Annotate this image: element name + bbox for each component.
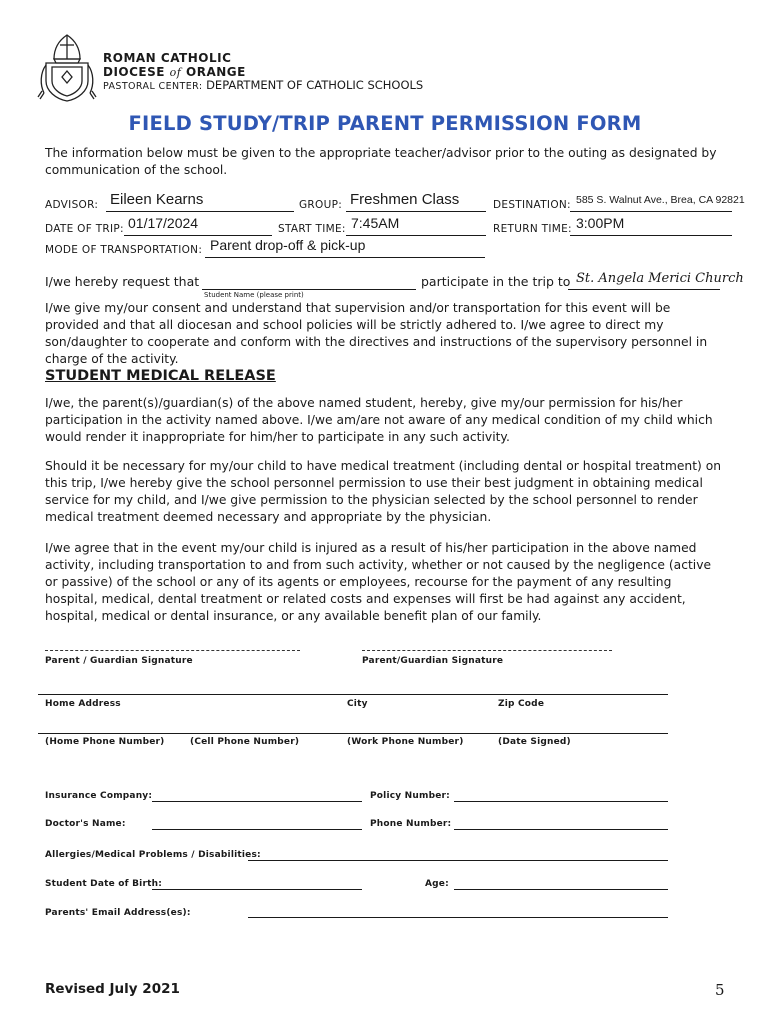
age-field[interactable] bbox=[454, 889, 668, 890]
medical-heading: STUDENT MEDICAL RELEASE bbox=[45, 368, 276, 384]
cell-phone-label: (Cell Phone Number) bbox=[190, 737, 300, 747]
policy-field[interactable] bbox=[454, 801, 668, 802]
advisor-label: ADVISOR: bbox=[45, 199, 99, 211]
advisor-field[interactable]: Eileen Kearns bbox=[110, 191, 204, 208]
start-label: START TIME: bbox=[278, 223, 346, 235]
group-field[interactable]: Freshmen Class bbox=[350, 191, 460, 208]
form-title: FIELD STUDY/TRIP PARENT PERMISSION FORM bbox=[128, 112, 642, 135]
signature-label-2: Parent/Guardian Signature bbox=[362, 656, 504, 666]
signature-label-1: Parent / Guardian Signature bbox=[45, 656, 193, 666]
org-name-line1: ROMAN CATHOLIC bbox=[103, 51, 232, 65]
phone-field[interactable] bbox=[454, 829, 668, 830]
request-middle: participate in the trip to bbox=[421, 274, 571, 289]
zip-label: Zip Code bbox=[498, 699, 545, 709]
dob-label: Student Date of Birth: bbox=[45, 879, 162, 889]
return-field[interactable]: 3:00PM bbox=[576, 215, 625, 231]
city-label: City bbox=[347, 699, 368, 709]
home-address-label: Home Address bbox=[45, 699, 121, 709]
medical-para-1: I/we, the parent(s)/guardian(s) of the above named student, hereby, give my/our permission for his/her participation in the activity named above. I/we am/are not aware of any medical condition of my child which would render it inappropriate for him/her to participate in any such activity. bbox=[45, 396, 713, 444]
date-label: DATE OF TRIP: bbox=[45, 223, 124, 235]
insurance-field[interactable] bbox=[152, 801, 362, 802]
insurance-label: Insurance Company: bbox=[45, 791, 153, 801]
dob-field[interactable] bbox=[152, 889, 362, 890]
policy-label: Policy Number: bbox=[370, 791, 450, 801]
phone-label: Phone Number: bbox=[370, 819, 452, 829]
medical-para-3: I/we agree that in the event my/our child is injured as a result of his/her participation in the above named activity, including transportation to and from such activity, whether or not caused by the negligence (active or passive) of the school or any of its agents or employees, recourse for the payment of any resulting hospital, medical, dental treatment or related costs and expenses will first be had against any accident, hospital, medical or dental insurance, or any available benefit plan of our family. bbox=[45, 541, 712, 623]
trip-destination-field[interactable]: St. Angela Merici Church bbox=[576, 271, 744, 286]
doctor-field[interactable] bbox=[152, 829, 362, 830]
parent-signature-line-2[interactable] bbox=[362, 650, 612, 651]
department-line: PASTORAL CENTER: DEPARTMENT OF CATHOLIC SCHOOLS bbox=[103, 78, 424, 92]
allergies-field[interactable] bbox=[248, 860, 668, 861]
phone-line[interactable] bbox=[38, 733, 668, 734]
start-field[interactable]: 7:45AM bbox=[351, 215, 400, 231]
consent-text: I/we give my/our consent and understand that supervision and/or transportation for this event will be provided and that all diocesan and school policies will be strictly adhered to. I/we agree to direct my son/daughter to cooperate and conform with the directives and instructions of the supervisory personnel in charge of the activity. bbox=[45, 301, 708, 366]
allergies-label: Allergies/Medical Problems / Disabilities: bbox=[45, 850, 261, 860]
home-address-line[interactable] bbox=[38, 694, 668, 695]
date-signed-label: (Date Signed) bbox=[498, 737, 571, 747]
org-name-line2: DIOCESE of ORANGE bbox=[103, 65, 246, 79]
doctor-label: Doctor's Name: bbox=[45, 819, 126, 829]
destination-field[interactable]: 585 S. Walnut Ave., Brea, CA 92821 bbox=[576, 194, 745, 206]
email-label: Parents' Email Address(es): bbox=[45, 908, 191, 918]
destination-label: DESTINATION: bbox=[493, 199, 571, 211]
return-label: RETURN TIME: bbox=[493, 223, 572, 235]
email-field[interactable] bbox=[248, 917, 668, 918]
transport-label: MODE OF TRANSPORTATION: bbox=[45, 244, 203, 256]
page-number: 5 bbox=[715, 981, 725, 999]
revised-date: Revised July 2021 bbox=[45, 981, 180, 997]
group-label: GROUP: bbox=[299, 199, 343, 211]
diocese-crest-icon bbox=[36, 33, 98, 103]
parent-signature-line-1[interactable] bbox=[45, 650, 300, 651]
request-prefix: I/we hereby request that bbox=[45, 274, 200, 289]
age-label: Age: bbox=[425, 879, 449, 889]
intro-text: The information below must be given to the appropriate teacher/advisor prior to the outing as designated by communication of the school. bbox=[45, 146, 717, 177]
home-phone-label: (Home Phone Number) bbox=[45, 737, 165, 747]
transport-field[interactable]: Parent drop-off & pick-up bbox=[210, 237, 366, 253]
student-name-caption: Student Name (please print) bbox=[204, 291, 304, 299]
medical-para-2: Should it be necessary for my/our child to have medical treatment (including dental or hospital treatment) on this trip, I/we hereby give the school personnel permission to use their best judgment in obtaining medical service for my child, and I/we give permission to the physician selected by the school personnel to render medical treatment deemed necessary and appropriate by the physician. bbox=[45, 459, 722, 524]
work-phone-label: (Work Phone Number) bbox=[347, 737, 464, 747]
date-field[interactable]: 01/17/2024 bbox=[128, 215, 199, 231]
student-name-field[interactable] bbox=[202, 289, 416, 290]
